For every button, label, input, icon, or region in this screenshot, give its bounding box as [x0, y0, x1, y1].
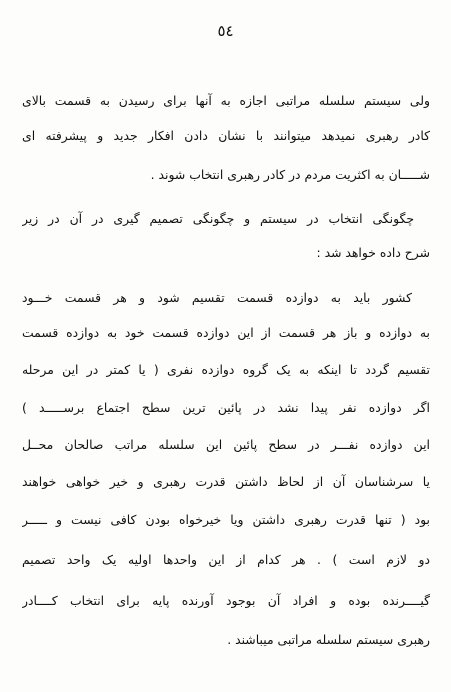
- text-line-9: اگر دوازده نفر پیدا نشد در پائین ترین سطح اجتماع برســـــد ): [22, 400, 430, 415]
- text-line-11: یا سرشناسان آن از لحاظ داشتن قدرت رهبری و خیر خواهی خواهند: [22, 474, 430, 489]
- text-line-6: کشور باید به دوازده قسمت تقسیم شود و هر قسمت خـــود: [22, 290, 412, 305]
- page-number: ٥٤: [217, 22, 234, 40]
- text-line-4: چگونگی انتخاب در سیستم و چگونگی تصمیم گیری در آن در زیر: [22, 211, 414, 226]
- text-line-1: ولی سیستم سلسله مراتبی اجازه به آنها برای رسیدن به قسمت بالای: [22, 93, 430, 108]
- text-line-13: دو لازم است ) . هر کدام از این واحدها اولیه یک واحد تصمیم: [22, 552, 430, 567]
- text-line-2: کادر رهبری نمیدهد میتوانند با نشان دادن افکار جدید و پیشرفته ای: [22, 128, 430, 143]
- text-line-12: بود ( تنها قدرت رهبری داشتن ویا خیرخواه بودن کافی نیست و ـــــر: [22, 512, 430, 527]
- text-line-8: تقسیم گردد تا اینکه به یک گروه دوازده نفری ( یا کمتر در این مرحله: [22, 362, 430, 377]
- text-line-14: گیــــرنده بوده و افراد آن بوجود آورنده پایه برای انتخاب کــــادر: [22, 593, 430, 608]
- text-line-3: شـــــان به اکثریت مردم در کادر رهبری انتخاب شوند .: [150, 167, 430, 182]
- text-line-5: شرح داده خواهد شد :: [316, 245, 430, 260]
- text-line-10: این دوازده نفـــر در سطح پائین این سلسله مراتب صالحان محــل: [22, 437, 430, 452]
- text-line-7: به دوازده و باز هر قسمت از این دوازده قسمت خود به دوازده قسمت: [22, 325, 430, 340]
- text-line-15: رهبری سیستم سلسله مراتبی میباشند .: [227, 632, 430, 647]
